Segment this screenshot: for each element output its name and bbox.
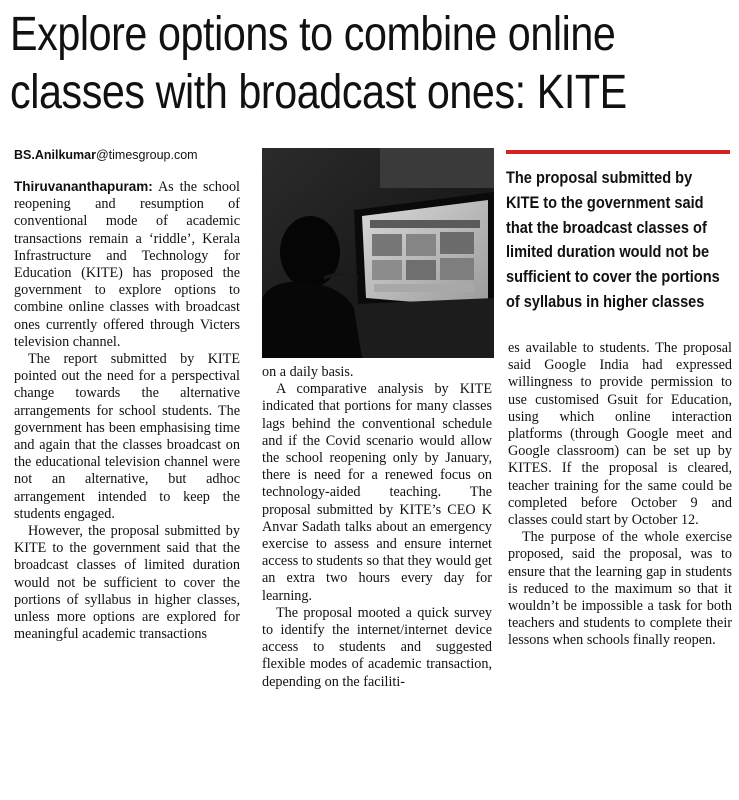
- headline: [10, 6, 631, 122]
- article-paragraph-5-continued: es available to students. The proposal said Google India had expressed willingness to provide permission to use customised Gsuit for Education, using which online interaction platforms (through Google meet and Google classroom) can be set up by KITES. If the proposal is cleared, teacher training for the same could be completed before October 9 and classes could start by October 12.: [508, 340, 732, 529]
- person-at-computer-icon: [262, 148, 494, 358]
- headline-line-1: Explore options to combine online: [10, 8, 616, 61]
- byline-name: BS.Anilkumar: [14, 148, 96, 162]
- article-column-2: [262, 364, 492, 691]
- article-paragraph-2: The report submitted by KITE pointed out the need for a perspectival change towards the alternative arrangements for school students. The government has been emphasising time and again that the classes broadcast on the educational television channel were not an alternative, but adhoc arrangement intended to keep the students engaged.: [14, 351, 240, 522]
- pull-quote-text: The proposal submitted by KITE to the government said that the broadcast classes of limited duration would not be sufficient to cover the portions of syllabus in higher classes: [506, 169, 720, 311]
- article-paragraph-1: [14, 178, 240, 351]
- article-paragraph-3: However, the proposal submitted by KITE to the government said that the broadcast classes of limited duration would not be sufficient to cover the portions of syllabus in higher classes, unless more options are explored for meaningful academic transactions: [14, 523, 240, 643]
- article-paragraph-4: A comparative analysis by KITE indicated that portions for many classes lags behind the conventional schedule and if the Covid scenario would allow the school reopening only by January, there is need for a renewed focus on technology-aided teaching. The proposal submitted by KITE’s CEO K Anvar Sadath talks about an emergency exercise to assess and ensure internet access to students so that they would get an extra two hours every day for learning.: [262, 381, 492, 604]
- dateline: Thiruvananthapuram:: [14, 179, 153, 194]
- article-paragraph-5: The proposal mooted a quick survey to identify the internet/internet device access to students and suggested flexible modes of academic transaction, depending on the faciliti-: [262, 604, 492, 690]
- byline: [14, 148, 198, 162]
- article-photo: [262, 148, 494, 358]
- article-paragraph-3-continued: on a daily basis.: [262, 364, 354, 380]
- pull-quote: [506, 150, 730, 330]
- headline-line-2: classes with broadcast ones: KITE: [10, 66, 627, 119]
- article-column-1: [14, 178, 240, 643]
- paragraph-1-text: As the school reopening and resumption of conventional mode of academic transactions remain a ‘riddle’, Kerala Infrastructure and Technology for Education (KITE) has proposed the government to explore options to combine online classes with broadcast ones currently offered through Victers television channel.: [14, 179, 240, 350]
- byline-email-domain: @timesgroup.com: [95, 148, 198, 162]
- article-paragraph-6: The purpose of the whole exercise proposed, said the proposal, was to ensure that the learning gap in students is reduced to the maximum so that it wouldn’t be impossible a task for both teachers and students to complete their lessons when schools finally reopen.: [508, 529, 732, 649]
- article-column-3: [508, 340, 732, 650]
- pull-quote-accent-bar: [506, 150, 730, 154]
